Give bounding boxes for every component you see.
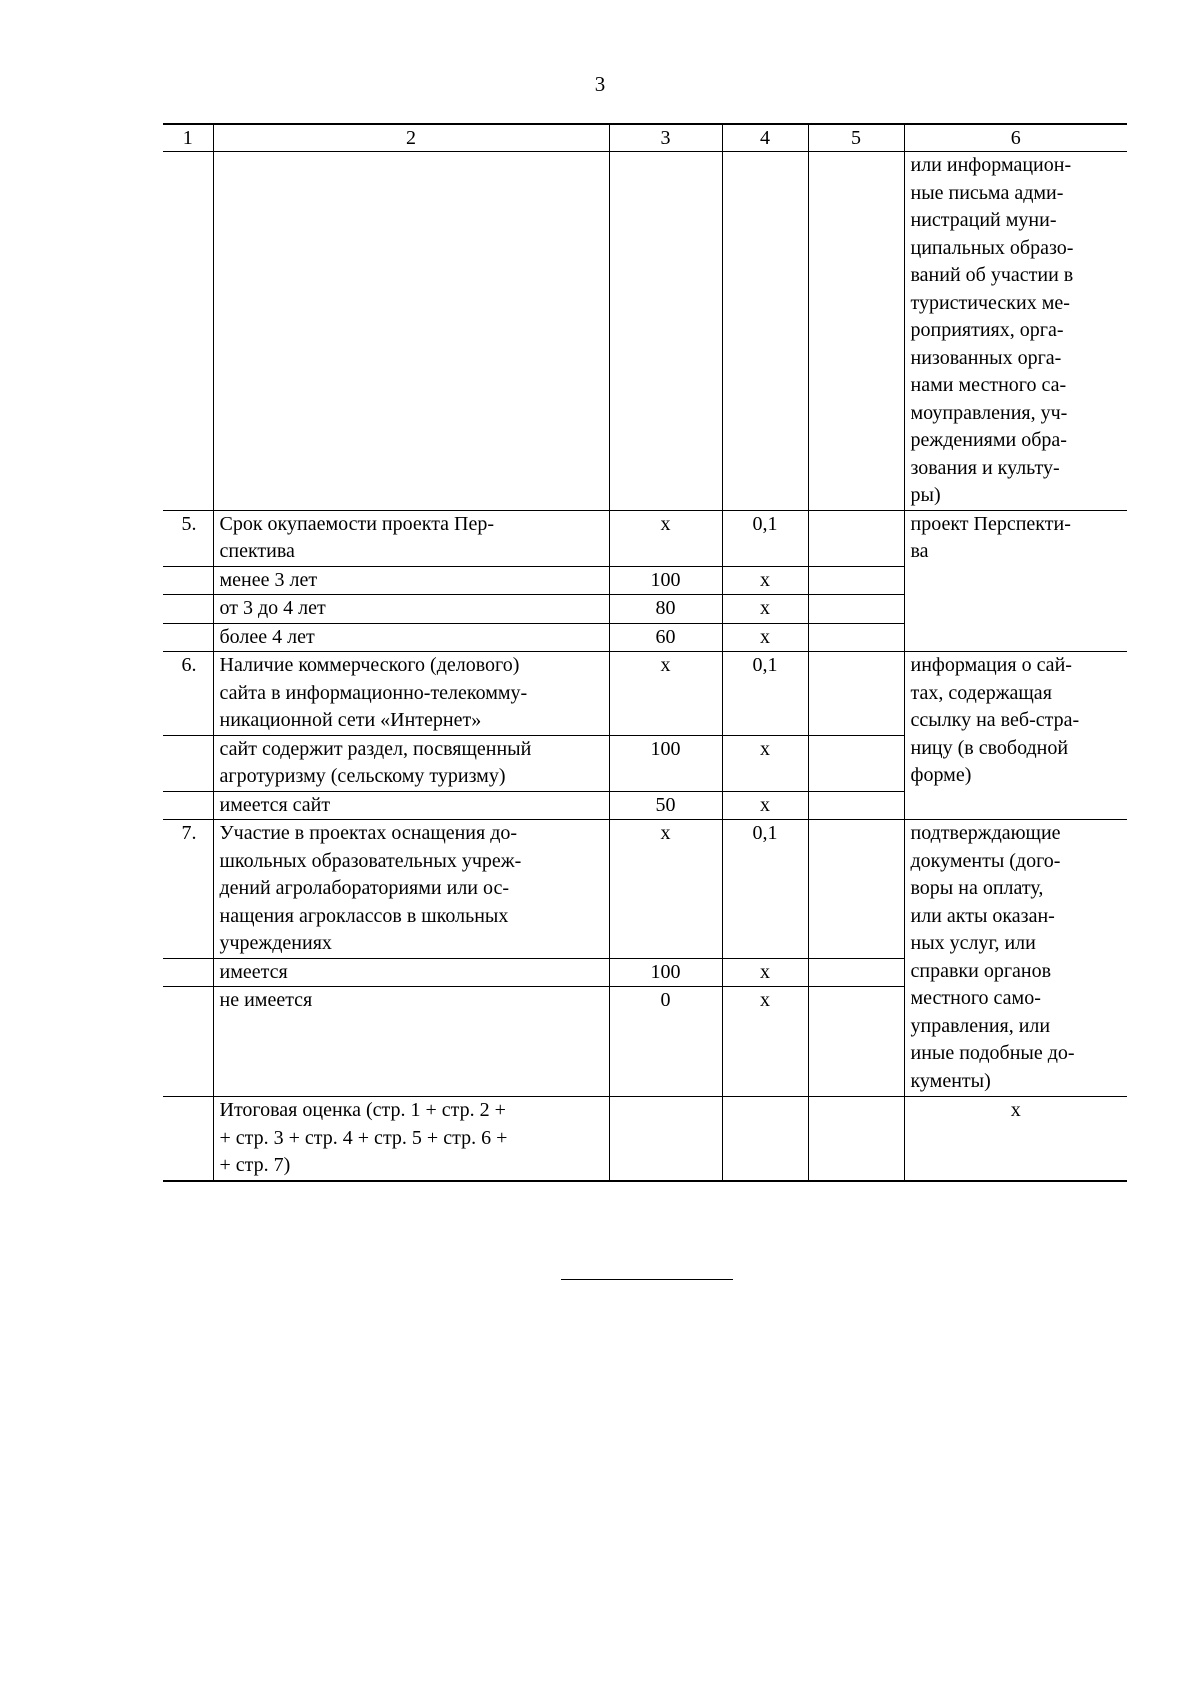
option-weight: x [722, 595, 808, 624]
total-label: Итоговая оценка (стр. 1 + стр. 2 + + стр. 3 + стр. 4 + стр. 5 + стр. 6 + + стр. 7) [213, 1097, 609, 1181]
criterion-number: 5. [163, 510, 213, 566]
continuation-note: или информацион- ные письма адми- нистраций муни- ципальных образо- ваний об участии в туристических ме- роприятиях, орга- низованных орга- нами местного са- моуправления, уч- реждениями обра- зования и культу- ры) [904, 152, 1127, 511]
option-score: 60 [609, 623, 722, 652]
option-weight: x [722, 791, 808, 820]
table-row-criterion-5 [163, 510, 1127, 566]
option-weight: x [722, 958, 808, 987]
criterion-title: Наличие коммерческого (делового) сайта в информационно-телекомму- никационной сети «Интернет» [213, 652, 609, 736]
column-header-2: 2 [213, 124, 609, 152]
option-score: 100 [609, 566, 722, 595]
closing-divider-line [561, 1279, 733, 1280]
table-header-row [163, 124, 1127, 152]
table-row-total [163, 1097, 1127, 1181]
option-score: 100 [609, 958, 722, 987]
criterion-col3: x [609, 820, 722, 959]
table-row-criterion-6 [163, 652, 1127, 736]
option-label: от 3 до 4 лет [213, 595, 609, 624]
column-header-5: 5 [808, 124, 904, 152]
option-label: менее 3 лет [213, 566, 609, 595]
option-score: 50 [609, 791, 722, 820]
criterion-col3: x [609, 652, 722, 736]
criterion-documents: проект Перспекти- ва [904, 510, 1127, 652]
option-label: сайт содержит раздел, посвященный агротуризму (сельскому туризму) [213, 735, 609, 791]
option-weight: x [722, 566, 808, 595]
criteria-table [163, 123, 1127, 1182]
option-weight: x [722, 735, 808, 791]
criterion-title: Срок окупаемости проекта Пер- спектива [213, 510, 609, 566]
option-score: 80 [609, 595, 722, 624]
option-score: 0 [609, 987, 722, 1097]
option-weight: x [722, 623, 808, 652]
table-row-continuation [163, 152, 1127, 511]
column-header-1: 1 [163, 124, 213, 152]
page-number: 3 [594, 72, 606, 96]
option-weight: x [722, 987, 808, 1097]
criterion-weight: 0,1 [722, 820, 808, 959]
criterion-title: Участие в проектах оснащения до- школьных образовательных учреж- дений агролабораториями или ос- нащения агроклассов в школьных учреждениях [213, 820, 609, 959]
option-label: не имеется [213, 987, 609, 1097]
criterion-col3: x [609, 510, 722, 566]
column-header-3: 3 [609, 124, 722, 152]
option-label: имеется сайт [213, 791, 609, 820]
criterion-number: 7. [163, 820, 213, 959]
option-label: более 4 лет [213, 623, 609, 652]
column-header-6: 6 [904, 124, 1127, 152]
option-score: 100 [609, 735, 722, 791]
criterion-documents: подтверждающие документы (дого- воры на оплату, или акты оказан- ных услуг, или справки органов местного само- управления, или иные подобные до- кументы) [904, 820, 1127, 1097]
criterion-weight: 0,1 [722, 510, 808, 566]
option-label: имеется [213, 958, 609, 987]
criterion-documents: информация о сай- тах, содержащая ссылку на веб-стра- ницу (в свободной форме) [904, 652, 1127, 820]
table-row-criterion-7 [163, 820, 1127, 959]
criterion-number: 6. [163, 652, 213, 736]
column-header-4: 4 [722, 124, 808, 152]
criterion-weight: 0,1 [722, 652, 808, 736]
total-col6: x [904, 1097, 1127, 1181]
